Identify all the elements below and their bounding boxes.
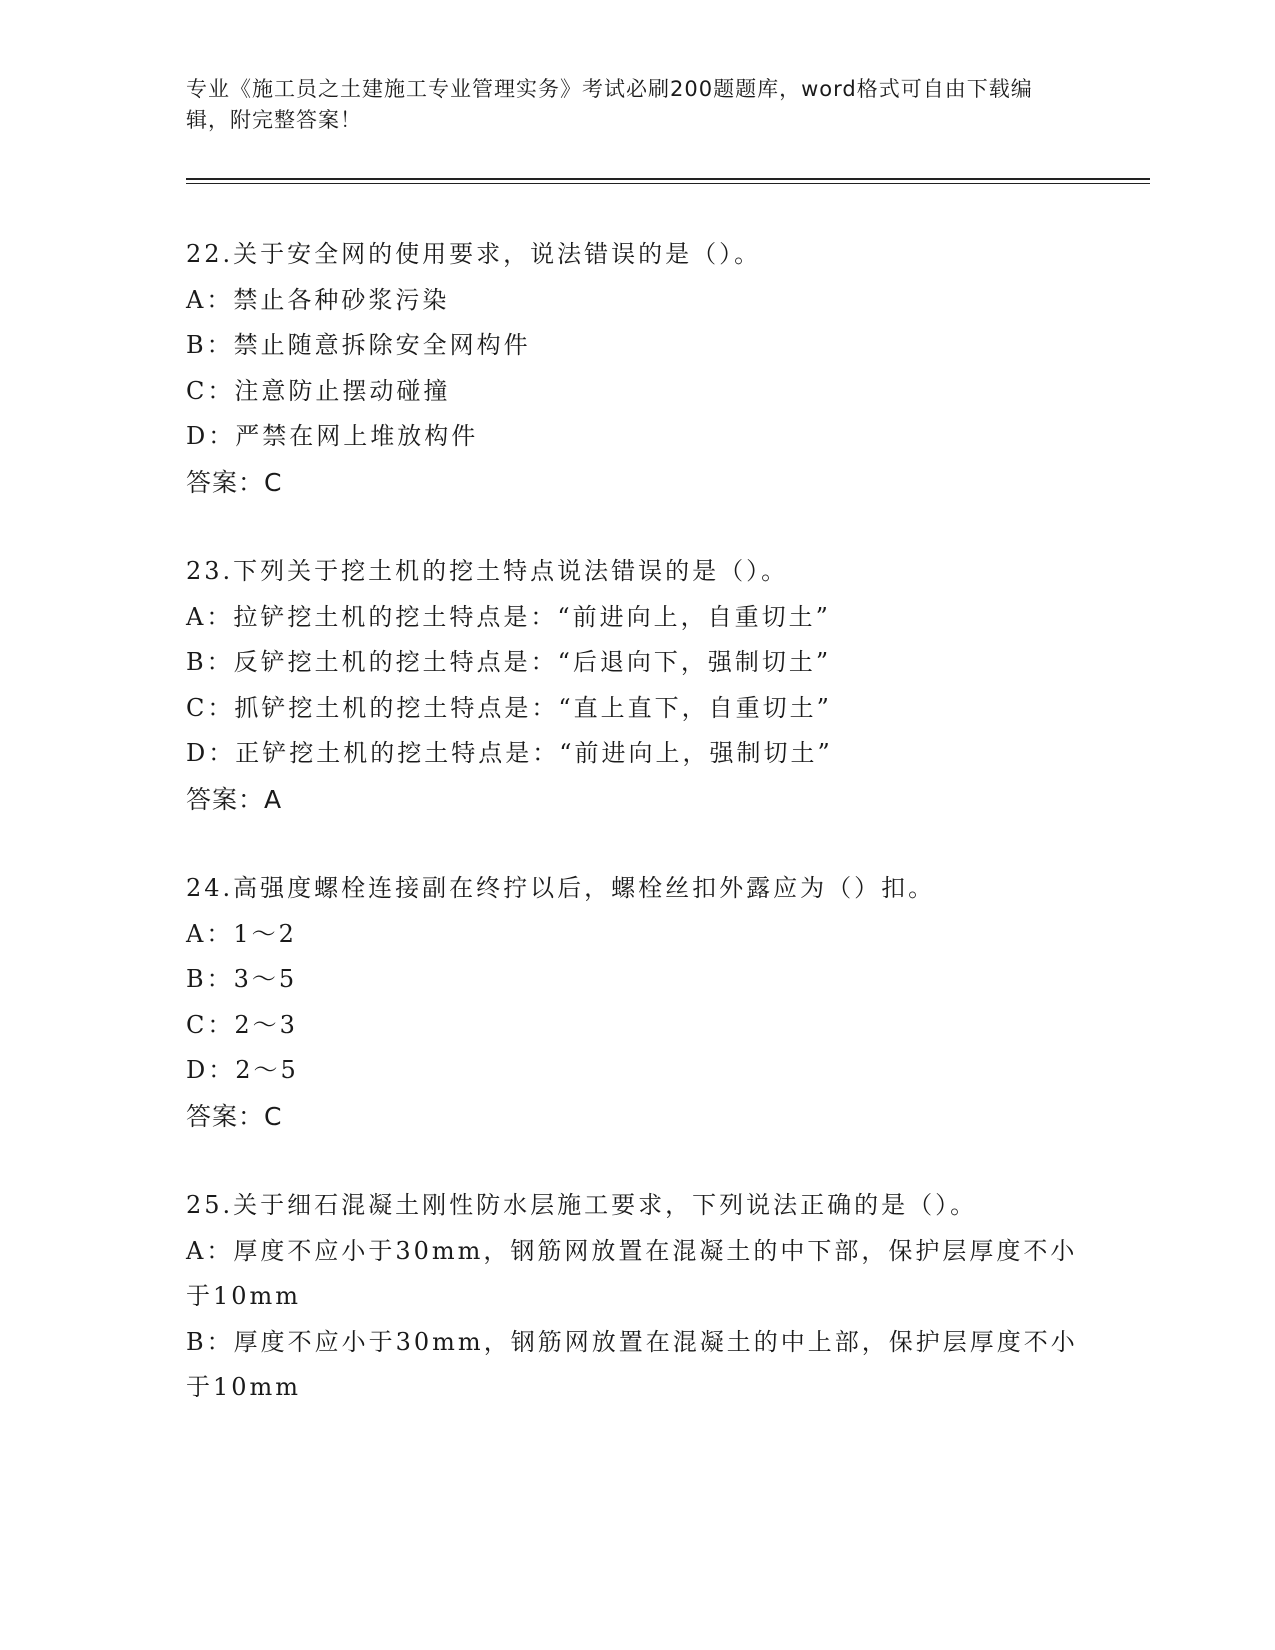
document-header: 专业《施工员之土建施工专业管理实务》考试必刷200题题库，word格式可自由下载编辑，附完整答案！ xyxy=(186,77,1033,132)
question-23 xyxy=(186,549,1086,822)
question-22 xyxy=(186,232,1086,505)
option-b: B：厚度不应小于30mm，钢筋网放置在混凝土的中上部，保护层厚度不小于10mm xyxy=(186,1327,1078,1401)
option-b: B：禁止随意拆除安全网构件 xyxy=(186,331,531,359)
answer-label: 答案：C xyxy=(186,1101,283,1131)
option-b: B：反铲挖土机的挖土特点是：“后退向下，强制切土” xyxy=(186,648,832,676)
answer-label: 答案：C xyxy=(186,467,283,497)
option-d: D：正铲挖土机的挖土特点是：“前进向上，强制切土” xyxy=(186,739,833,767)
question-stem: 24.高强度螺栓连接副在终拧以后，螺栓丝扣外露应为（）扣。 xyxy=(186,874,936,902)
option-a: A：拉铲挖土机的挖土特点是：“前进向上，自重切土” xyxy=(186,602,831,631)
question-25 xyxy=(186,1183,1086,1411)
option-d: D：2～5 xyxy=(186,1056,299,1084)
question-24 xyxy=(186,866,1086,1139)
question-list xyxy=(186,232,1086,1455)
option-d: D：严禁在网上堆放构件 xyxy=(186,422,479,450)
option-a: A：禁止各种砂浆污染 xyxy=(186,285,450,314)
question-stem: 22.关于安全网的使用要求，说法错误的是（）。 xyxy=(186,240,762,268)
option-c: C：注意防止摆动碰撞 xyxy=(186,376,451,405)
question-stem: 23.下列关于挖土机的挖土特点说法错误的是（）。 xyxy=(186,557,789,585)
header-divider-thick xyxy=(186,178,1150,180)
option-a: A：厚度不应小于30mm，钢筋网放置在混凝土的中下部，保护层厚度不小于10mm xyxy=(186,1236,1078,1310)
option-c: C：2～3 xyxy=(186,1010,298,1039)
header-divider-thin xyxy=(186,183,1150,184)
option-c: C：抓铲挖土机的挖土特点是：“直上直下，自重切土” xyxy=(186,693,832,722)
answer-label: 答案：A xyxy=(186,784,283,814)
option-b: B：3～5 xyxy=(186,965,298,993)
option-a: A：1～2 xyxy=(186,919,297,948)
question-stem: 25.关于细石混凝土刚性防水层施工要求，下列说法正确的是（）。 xyxy=(186,1191,978,1219)
